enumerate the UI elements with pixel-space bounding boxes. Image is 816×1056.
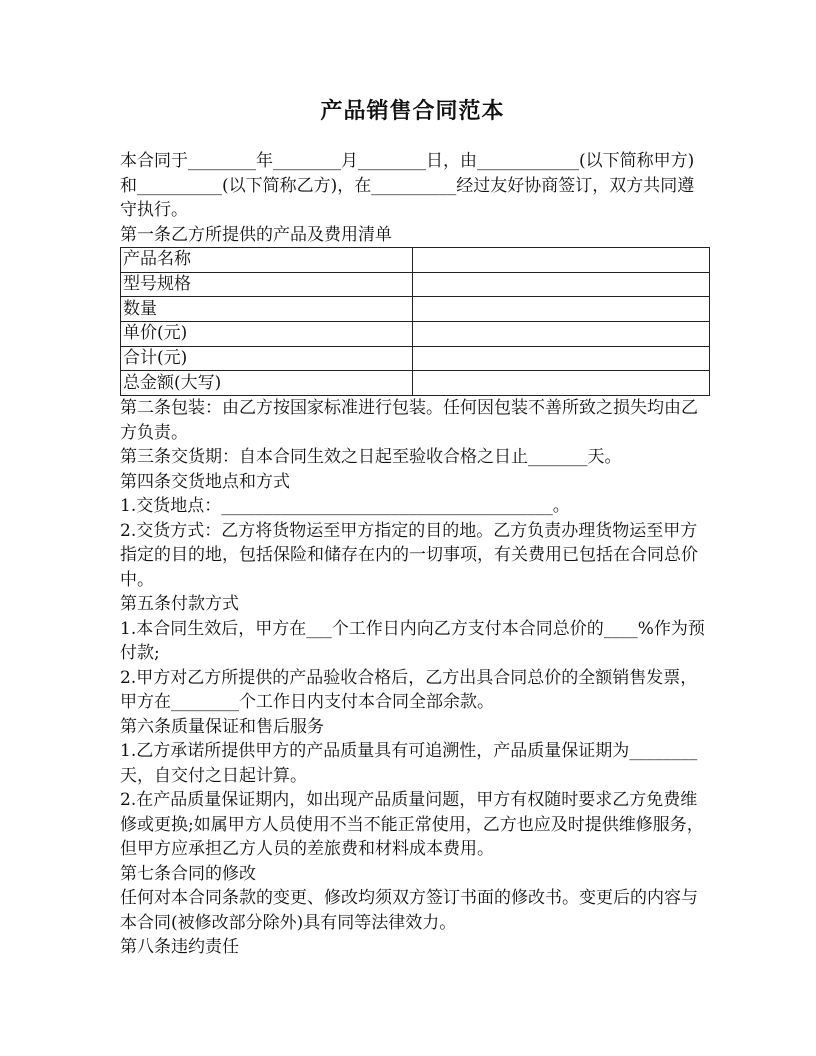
section-4-heading: 第四条交货地点和方式 (120, 471, 290, 492)
section-7-text: 任何对本合同条款的变更、修改均须双方签订书面的修改书。变更后的内容与本合同(被修改部分除外)具有同等法律效力。 (120, 888, 698, 933)
row-value-subtotal (413, 346, 710, 371)
row-value-total-amount (413, 371, 710, 396)
section-6-heading: 第六条质量保证和售后服务 (120, 716, 324, 737)
table-row (121, 272, 710, 297)
row-value-unit-price (413, 322, 710, 347)
section-8-heading: 第八条违约责任 (120, 937, 239, 958)
section-5-item-2: 2.甲方对乙方所提供的产品验收合格后，乙方出具合同总价的全额销售发票，甲方在________个工作日内支付本合同全部余款。 (120, 667, 698, 713)
row-value-model-spec (413, 272, 710, 297)
document-title: 产品销售合同范本 (320, 98, 505, 124)
row-label-subtotal: 合计(元) (121, 346, 413, 371)
row-label-model-spec: 型号规格 (121, 272, 413, 297)
section-5-heading: 第五条付款方式 (120, 594, 239, 615)
row-label-unit-price: 单价(元) (121, 322, 413, 347)
table-row (121, 248, 710, 273)
product-cost-table (120, 247, 710, 396)
section-5-item-1: 1.本合同生效后，甲方在___个工作日内向乙方支付本合同总价的____%作为预付款; (120, 618, 705, 664)
section-4-item-1: 1.交货地点：_______________________________________。 (120, 496, 570, 517)
row-label-total-amount: 总金额(大写) (121, 371, 413, 396)
row-value-quantity (413, 297, 710, 322)
row-value-product-name (413, 248, 710, 273)
section-3-delivery-period: 第三条交货期：自本合同生效之日起至验收合格之日止_______天。 (120, 447, 622, 468)
section-4-item-2: 2.交货方式：乙方将货物运至甲方指定的目的地。乙方负责办理货物运至甲方指定的目的地，包括保险和储存在内的一切事项，有关费用已包括在合同总价中。 (120, 520, 698, 590)
table-row (121, 371, 710, 396)
section-6-item-2: 2.在产品质量保证期内，如出现产品质量问题，甲方有权随时要求乙方免费维修或更换;如属甲方人员使用不当不能正常使用，乙方也应及时提供维修服务，但甲方应承担乙方人员的差旅费和材料成本费用。 (120, 790, 704, 860)
table-row (121, 297, 710, 322)
section-1-heading: 第一条乙方所提供的产品及费用清单 (120, 224, 392, 245)
table-row (121, 346, 710, 371)
intro-paragraph: 本合同于________年________月________日，由____________(以下简称甲方)和__________(以下简称乙方)，在__________经过友好协商签订，双方共同遵守执行。 (120, 151, 695, 220)
row-label-product-name: 产品名称 (121, 248, 413, 273)
section-6-item-1: 1.乙方承诺所提供甲方的产品质量具有可追溯性，产品质量保证期为________天，自交付之日起计算。 (120, 741, 698, 786)
section-2-packaging: 第二条包装：由乙方按国家标准进行包装。任何因包装不善所致之损失均由乙方负责。 (120, 398, 698, 443)
row-label-quantity: 数量 (121, 297, 413, 322)
contract-page (120, 93, 705, 960)
section-7-heading: 第七条合同的修改 (120, 863, 256, 884)
table-row (121, 322, 710, 347)
